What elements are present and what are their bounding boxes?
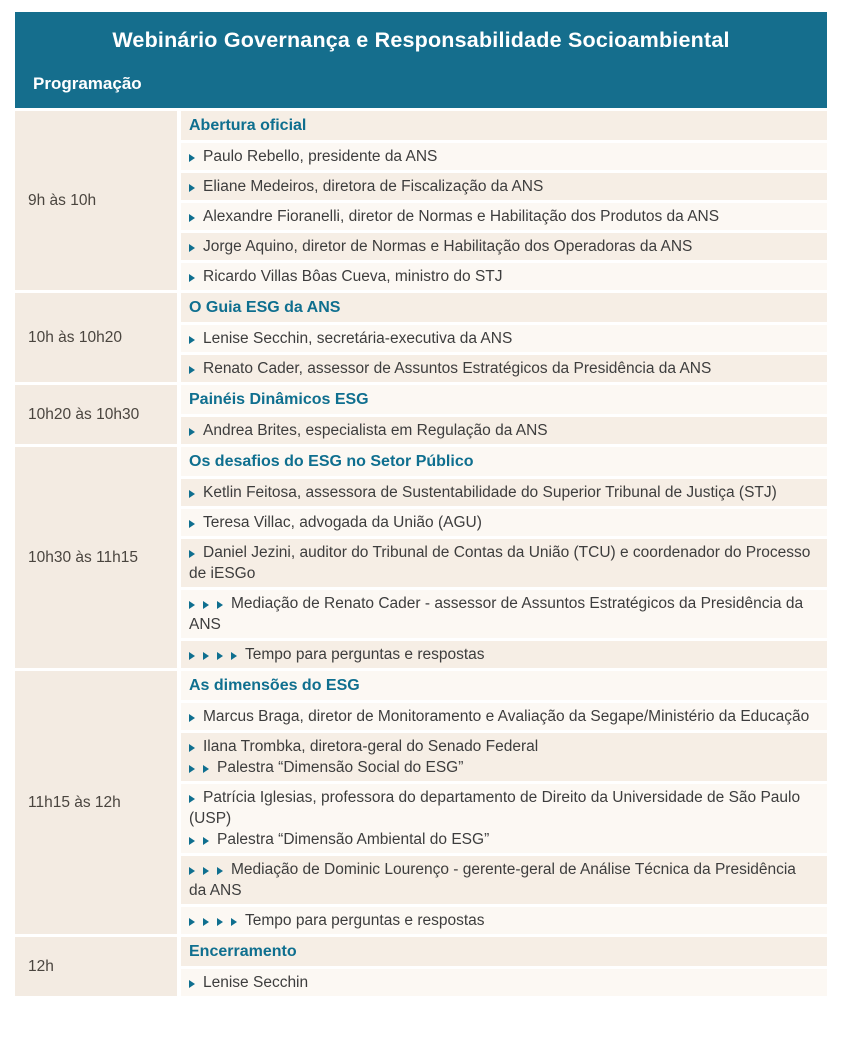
item-text: Ricardo Villas Bôas Cueva, ministro do STJ <box>203 268 503 285</box>
session-title: O Guia ESG da ANS <box>189 299 341 316</box>
session-cell <box>181 671 827 934</box>
session-title-row <box>181 937 827 966</box>
bullet-arrow-icon <box>203 918 209 926</box>
table-row <box>181 173 827 200</box>
time-cell <box>15 385 177 444</box>
table-row <box>181 325 827 352</box>
table-row <box>181 263 827 290</box>
bullet-arrow-icon <box>203 765 209 773</box>
table-row <box>181 417 827 444</box>
bullet-arrow-icon <box>189 490 195 498</box>
header-banner <box>15 12 827 108</box>
item-line <box>189 972 813 993</box>
bullet-arrow-icon <box>189 184 195 192</box>
item-text: Patrícia Iglesias, professora do departamento de Direito da Universidade de São Paulo (USP) <box>189 789 801 827</box>
item-text: Lenise Secchin, secretária-executiva da ANS <box>203 330 513 347</box>
bullet-arrow-icon <box>189 428 195 436</box>
bullet-arrow-icon <box>189 274 195 282</box>
time-cell <box>15 111 177 290</box>
item-text: Ilana Trombka, diretora-geral do Senado Federal <box>203 738 539 755</box>
bullet-arrow-icon <box>189 520 195 528</box>
item-line <box>189 542 813 584</box>
page-title: Webinário Governança e Responsabilidade Socioambiental <box>112 28 730 52</box>
bullet-arrow-icon <box>217 652 223 660</box>
time-cell <box>15 447 177 668</box>
item-text: Paulo Rebello, presidente da ANS <box>203 148 438 165</box>
table-row <box>181 355 827 382</box>
bullet-arrow-icon <box>217 601 223 609</box>
bullet-arrow-icon <box>189 336 195 344</box>
bullet-arrow-icon <box>217 867 223 875</box>
item-line <box>189 512 813 533</box>
time-block <box>15 385 827 444</box>
item-line <box>189 266 813 287</box>
item-text: Tempo para perguntas e respostas <box>245 646 485 663</box>
table-row <box>181 203 827 230</box>
bullet-arrow-icon <box>189 214 195 222</box>
table-row <box>181 784 827 853</box>
program-page <box>15 12 827 996</box>
bullet-arrow-icon <box>189 837 195 845</box>
bullet-arrow-icon <box>189 652 195 660</box>
session-title: Painéis Dinâmicos ESG <box>189 391 369 408</box>
session-title-row <box>181 671 827 700</box>
bullet-arrow-icon <box>189 714 195 722</box>
bullet-arrow-icon <box>203 867 209 875</box>
table-row <box>181 539 827 587</box>
item-line <box>189 420 813 441</box>
item-text: Palestra “Dimensão Ambiental do ESG” <box>217 831 490 848</box>
session-title: Abertura oficial <box>189 117 307 134</box>
item-line <box>189 176 813 197</box>
bullet-arrow-icon <box>231 918 237 926</box>
table-row <box>181 703 827 730</box>
table-row <box>181 969 827 996</box>
table-row <box>181 641 827 668</box>
item-line <box>189 736 813 757</box>
time-label: 11h15 às 12h <box>28 793 121 811</box>
table-row <box>181 907 827 934</box>
time-cell <box>15 937 177 996</box>
item-text: Mediação de Renato Cader - assessor de Assuntos Estratégicos da Presidência da ANS <box>189 595 804 633</box>
bullet-arrow-icon <box>189 795 195 803</box>
program-subtitle: Programação <box>33 74 142 93</box>
item-text: Marcus Braga, diretor de Monitoramento e Avaliação da Segape/Ministério da Educação <box>203 708 810 725</box>
session-title-row <box>181 293 827 322</box>
time-block <box>15 671 827 934</box>
table-row <box>181 856 827 904</box>
bullet-arrow-icon <box>203 652 209 660</box>
time-block <box>15 111 827 290</box>
item-text: Alexandre Fioranelli, diretor de Normas e Habilitação dos Produtos da ANS <box>203 208 720 225</box>
item-line <box>189 829 813 850</box>
time-label: 9h às 10h <box>28 191 97 209</box>
time-label: 10h às 10h20 <box>28 328 122 346</box>
session-cell <box>181 385 827 444</box>
bullet-arrow-icon <box>203 601 209 609</box>
table-row <box>181 233 827 260</box>
session-cell <box>181 447 827 668</box>
item-line <box>189 146 813 167</box>
item-line <box>189 910 813 931</box>
bullet-arrow-icon <box>189 244 195 252</box>
bullet-arrow-icon <box>189 980 195 988</box>
item-text: Teresa Villac, advogada da União (AGU) <box>203 514 482 531</box>
session-title: Os desafios do ESG no Setor Público <box>189 453 474 470</box>
table-row <box>181 479 827 506</box>
item-text: Palestra “Dimensão Social do ESG” <box>217 759 464 776</box>
item-text: Jorge Aquino, diretor de Normas e Habilitação dos Operadoras da ANS <box>203 238 693 255</box>
bullet-arrow-icon <box>231 652 237 660</box>
bullet-arrow-icon <box>189 154 195 162</box>
item-line <box>189 757 813 778</box>
time-cell <box>15 671 177 934</box>
time-block <box>15 447 827 668</box>
item-text: Renato Cader, assessor de Assuntos Estratégicos da Presidência da ANS <box>203 360 712 377</box>
item-text: Lenise Secchin <box>203 974 309 991</box>
bullet-arrow-icon <box>189 765 195 773</box>
item-line <box>189 644 813 665</box>
item-text: Mediação de Dominic Lourenço - gerente-geral de Análise Técnica da Presidência da ANS <box>189 861 796 899</box>
session-title: Encerramento <box>189 943 297 960</box>
item-line <box>189 859 813 901</box>
table-row <box>181 509 827 536</box>
item-text: Andrea Brites, especialista em Regulação da ANS <box>203 422 548 439</box>
table-row <box>181 590 827 638</box>
time-label: 12h <box>28 957 54 975</box>
session-cell <box>181 293 827 382</box>
table-row <box>181 733 827 781</box>
session-cell <box>181 937 827 996</box>
bullet-arrow-icon <box>203 837 209 845</box>
item-text: Eliane Medeiros, diretora de Fiscalização da ANS <box>203 178 544 195</box>
bullet-arrow-icon <box>189 918 195 926</box>
item-text: Ketlin Feitosa, assessora de Sustentabilidade do Superior Tribunal de Justiça (STJ) <box>203 484 777 501</box>
item-text: Tempo para perguntas e respostas <box>245 912 485 929</box>
bullet-arrow-icon <box>189 550 195 558</box>
bullet-arrow-icon <box>189 867 195 875</box>
bullet-arrow-icon <box>189 366 195 374</box>
bullet-arrow-icon <box>217 918 223 926</box>
time-label: 10h20 às 10h30 <box>28 405 140 423</box>
time-cell <box>15 293 177 382</box>
item-line <box>189 706 813 727</box>
item-line <box>189 206 813 227</box>
item-line <box>189 787 813 829</box>
item-line <box>189 593 813 635</box>
table-row <box>181 143 827 170</box>
session-title: As dimensões do ESG <box>189 677 360 694</box>
item-line <box>189 482 813 503</box>
item-line <box>189 358 813 379</box>
session-title-row <box>181 385 827 414</box>
item-text: Daniel Jezini, auditor do Tribunal de Contas da União (TCU) e coordenador do Processo de iESGo <box>189 544 811 582</box>
session-title-row <box>181 111 827 140</box>
item-line <box>189 328 813 349</box>
bullet-arrow-icon <box>189 744 195 752</box>
time-block <box>15 937 827 996</box>
schedule-table <box>15 111 827 996</box>
session-cell <box>181 111 827 290</box>
time-label: 10h30 às 11h15 <box>28 548 139 566</box>
item-line <box>189 236 813 257</box>
bullet-arrow-icon <box>189 601 195 609</box>
session-title-row <box>181 447 827 476</box>
time-block <box>15 293 827 382</box>
